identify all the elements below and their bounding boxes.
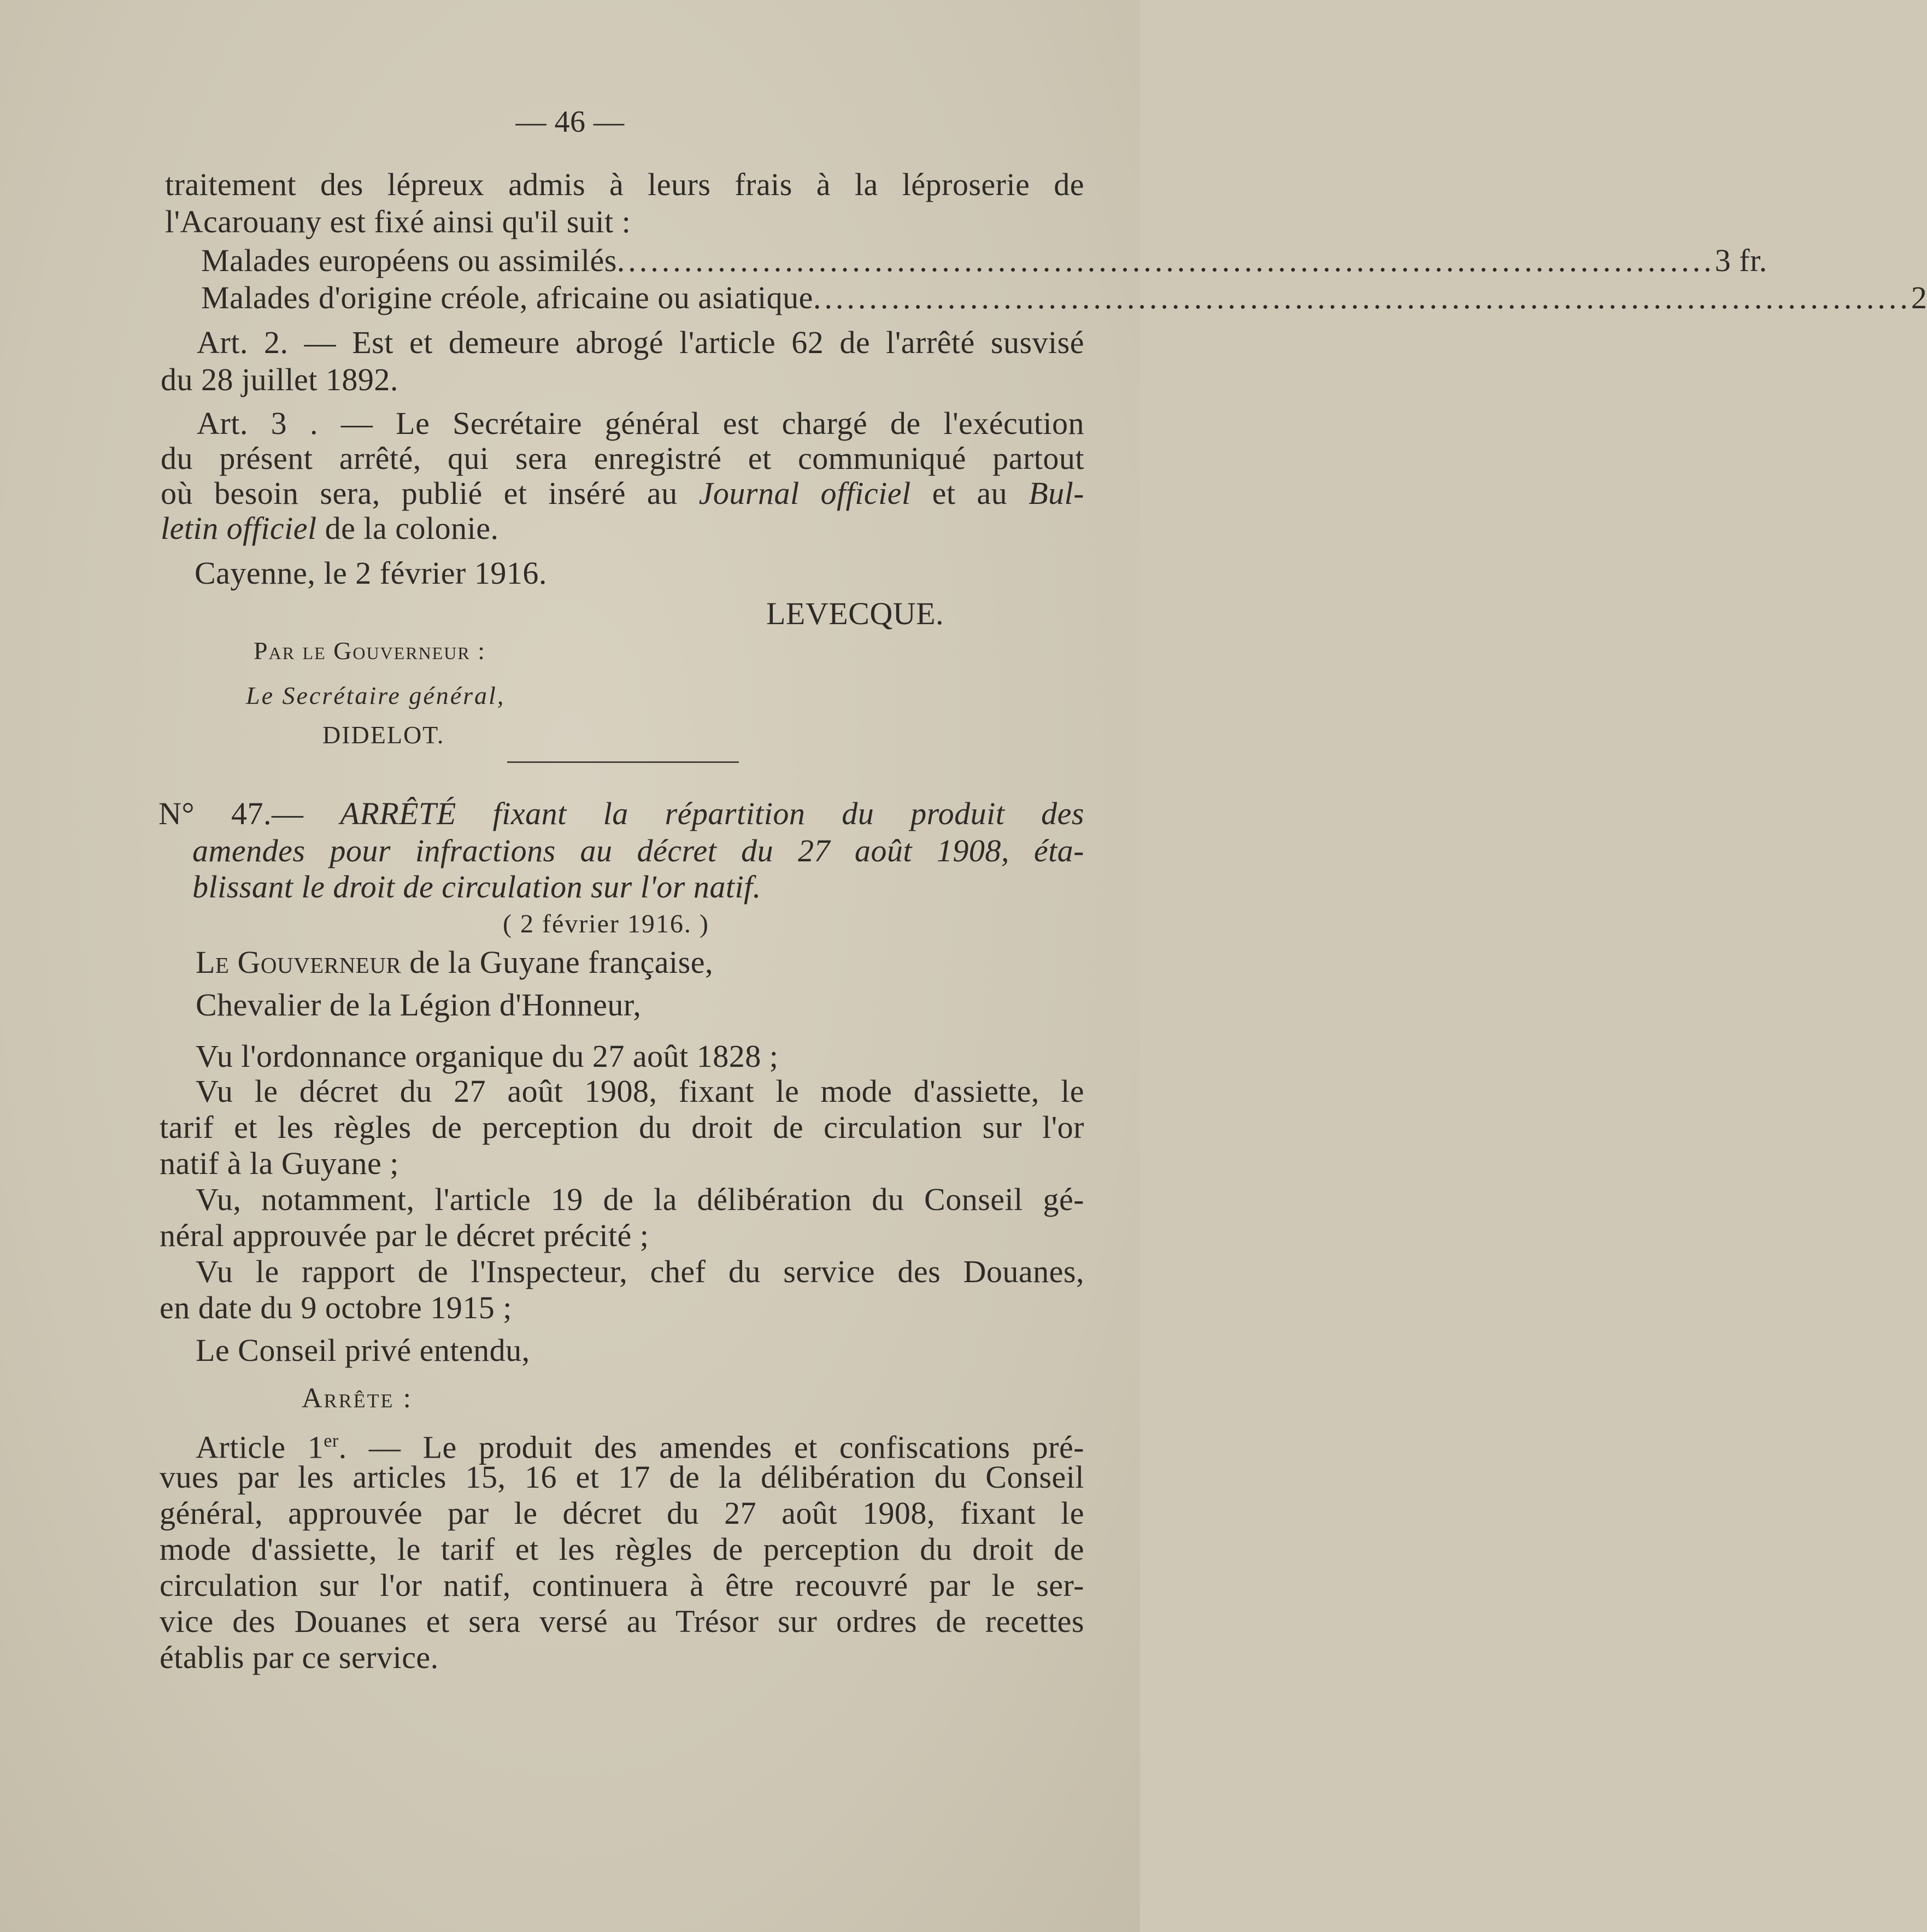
text-line: Le Conseil privé entendu, [196,1332,530,1368]
text-line: en date du 9 octobre 1915 ; [160,1290,512,1325]
decree-title-line: blissant le droit de circulation sur l'or natif. [192,869,761,905]
text-line: circulation sur l'or natif, continuera à être recouvré par le ser- [160,1567,1084,1603]
place-date: Cayenne, le 2 février 1916. [195,555,547,591]
page-number: — 46 — [515,105,625,139]
text-span: où besoin sera, publié et inséré au [161,475,699,511]
text-line: vues par les articles 15, 16 et 17 de la délibération du Conseil [160,1459,1084,1495]
tariff-value: 3 fr. [1714,243,1767,278]
bulletin-title: letin officiel [161,510,317,546]
secretaire-title: Le Secrétaire général, [246,682,506,709]
signature-secretaire: DIDELOT. [322,721,445,749]
article-label: Article 1 [196,1429,324,1465]
text-span: de la Guyane française, [401,944,713,980]
text-line: Art. 2. — Est et demeure abrogé l'article 62 de l'arrêté susvisé [197,325,1084,360]
text-line: natif à la Guyane ; [160,1146,399,1181]
text-line: du présent arrêté, qui sera enregistré et communiqué partout [161,441,1084,476]
text-line: du 28 juillet 1892. [161,362,398,397]
text-line: néral approuvée par le décret précité ; [160,1218,649,1253]
tariff-row [201,280,1927,316]
tariff-label: Malades européens ou assimilés [201,243,617,278]
par-le-gouverneur: Par le Gouverneur : [254,637,486,665]
text-line: établis par ce service. [160,1640,439,1675]
decree-number: N° 47.— [158,796,340,831]
governor-title: Le Gouverneur [196,944,402,980]
text-line: Art. 3 . — Le Secrétaire général est chargé de l'exécution [197,406,1084,441]
text-line: traitement des lépreux admis à leurs frais à la léproserie de [165,167,1084,202]
tariff-row [201,243,1767,279]
leader-dots: .................................................................................................. [616,243,1715,278]
text-span: . — Le produit des amendes et confiscations pré- [338,1429,1084,1465]
text-line: Vu le rapport de l'Inspecteur, chef du service des Douanes, [196,1254,1084,1289]
decree-date: ( 2 février 1916. ) [503,909,709,938]
bulletin-title: Bul- [1029,475,1084,511]
tariff-label: Malades d'origine créole, africaine ou asiatique [201,280,813,315]
separator-rule [507,761,739,763]
article-superscript: er [324,1431,339,1451]
decree-title: ARRÊTÉ fixant la répartition du produit des [340,796,1084,831]
text-line: Vu l'ordonnance organique du 27 août 1828 ; [196,1038,779,1074]
arrete-heading: Arrête : [302,1383,413,1414]
tariff-value: 2 [1911,280,1927,315]
text-span: et au [910,475,1029,511]
text-line: vice des Douanes et sera versé au Trésor sur ordres de recettes [160,1604,1084,1639]
text-line: tarif et les règles de perception du droit de circulation sur l'or [160,1109,1084,1145]
leader-dots: .................................................................................................. [813,280,1911,315]
decree-title-line: amendes pour infractions au décret du 27 août 1908, éta- [192,833,1084,868]
governor-line [196,944,713,980]
text-line [161,475,1084,512]
decree-title-line [158,796,1084,832]
text-line [161,510,498,547]
journal-title: Journal officiel [698,475,911,511]
text-line: mode d'assiette, le tarif et les règles de perception du droit de [160,1531,1084,1567]
text-line: Chevalier de la Légion d'Honneur, [196,987,642,1023]
text-line: l'Acarouany est fixé ainsi qu'il suit : [165,204,631,239]
text-line: Vu, notamment, l'article 19 de la délibération du Conseil gé- [196,1182,1084,1217]
signature-governor: LEVECQUE. [766,596,944,631]
text-line: Vu le décret du 27 août 1908, fixant le mode d'assiette, le [196,1073,1084,1109]
text-span: de la colonie. [316,510,499,546]
text-line: général, approuvée par le décret du 27 août 1908, fixant le [160,1495,1084,1531]
